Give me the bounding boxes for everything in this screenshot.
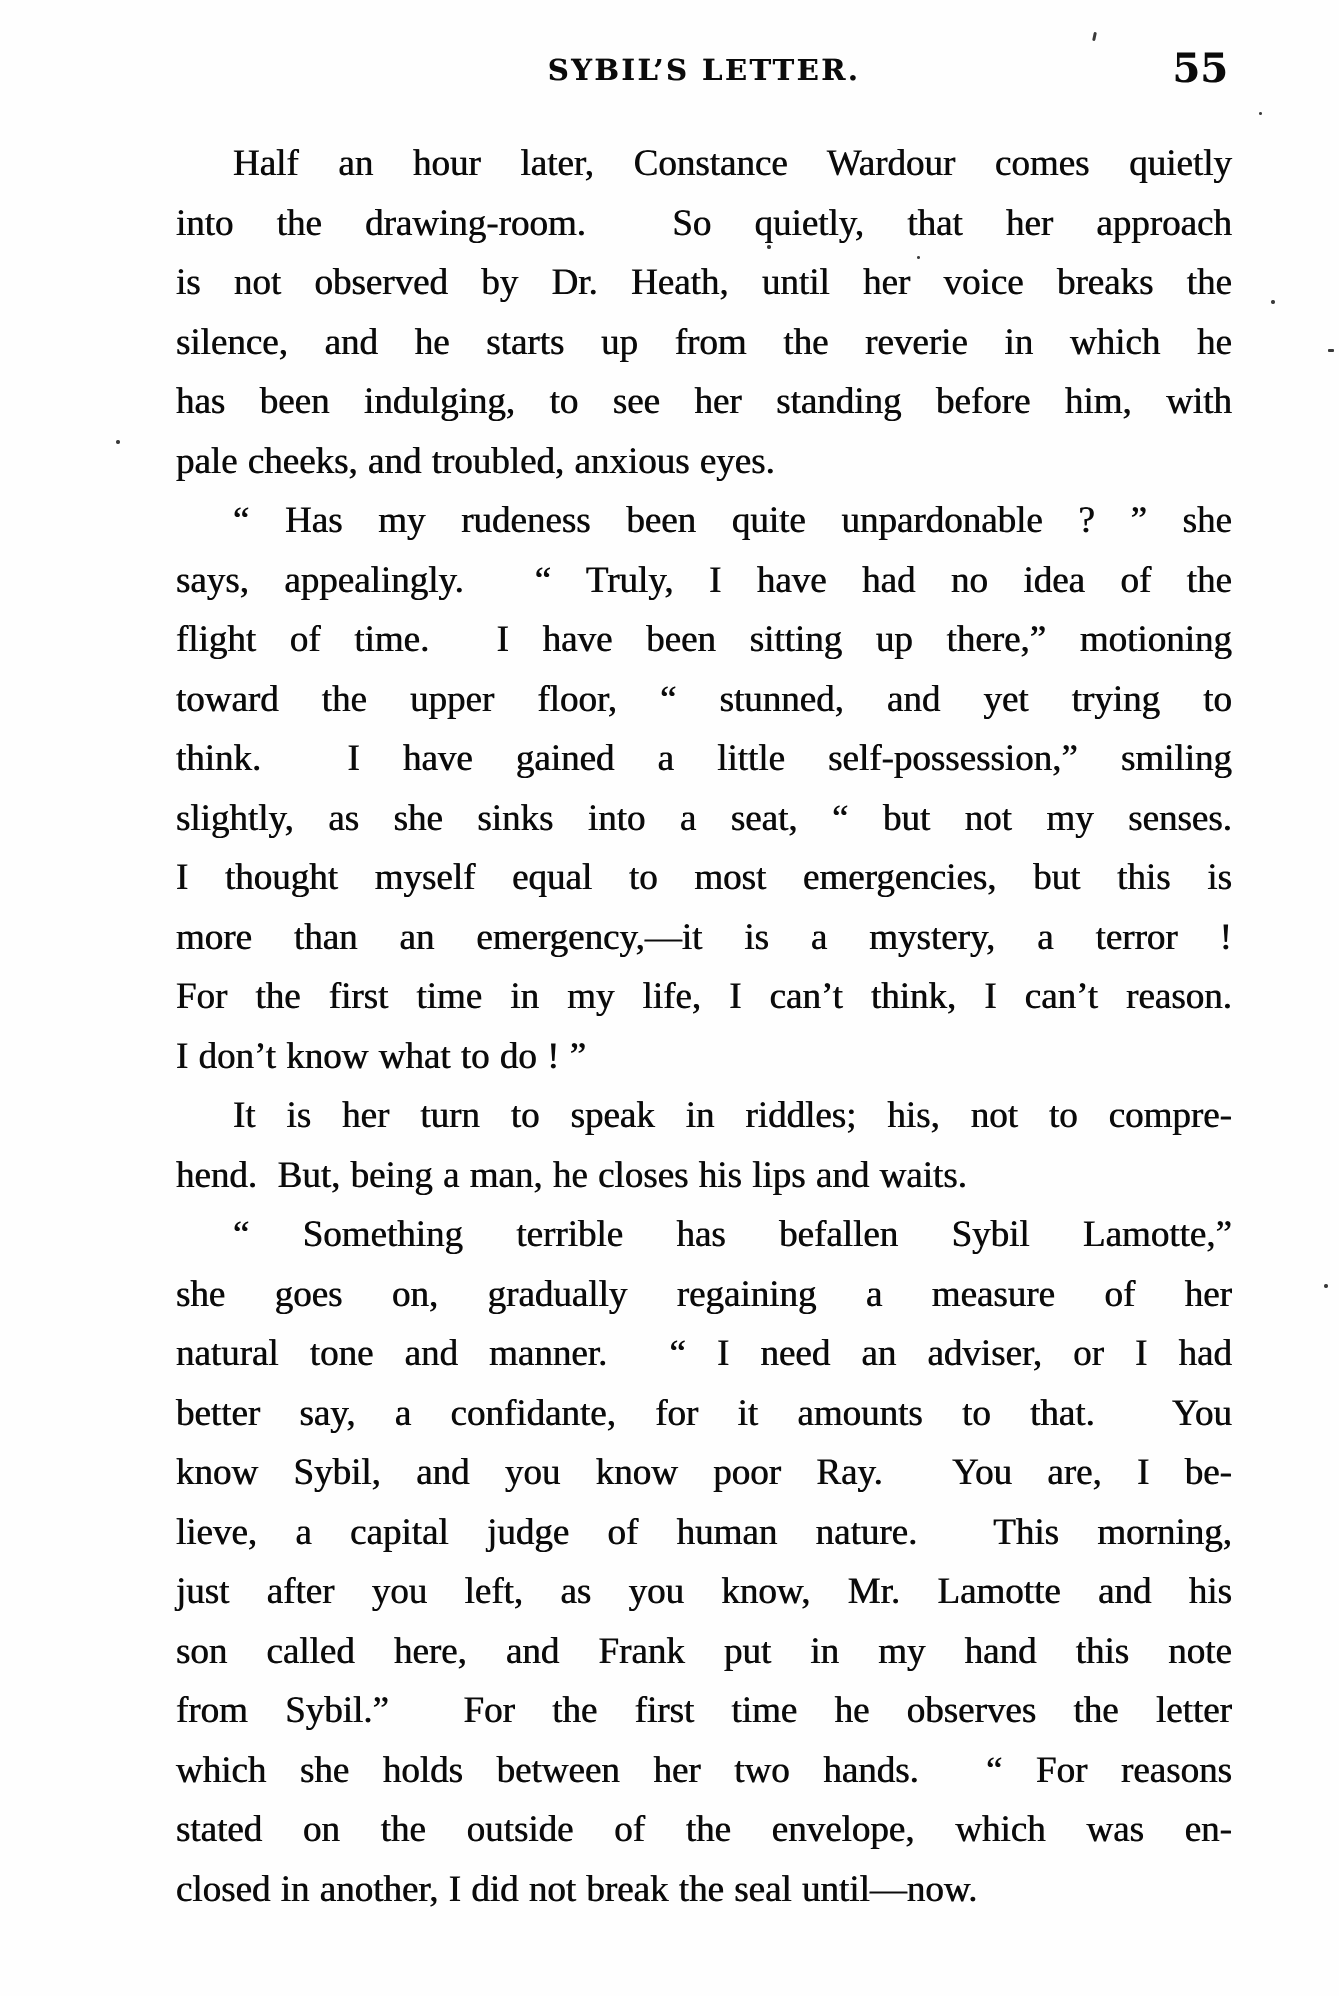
text-line: slightly, as she sinks into a seat, “ but not my senses. [176,797,1232,839]
text-line: I thought myself equal to most emergencies, but this is [176,857,1232,898]
text-line: toward the upper floor, “ stunned, and yet trying to [176,678,1232,720]
text-line: “ Something terrible has befallen Sybil Lamotte,” [233,1214,1232,1255]
text-line: which she holds between her two hands. “ For reasons [176,1749,1232,1791]
text-line: into the drawing-room. So quietly, that her approach [176,202,1232,244]
scan-speck [1271,300,1275,304]
text-line: I don’t know what to do ! ” [176,1035,587,1077]
paragraph [176,1205,1232,1919]
text-line: silence, and he starts up from the reverie in which he [176,321,1232,363]
text-line: she goes on, gradually regaining a measure of her [176,1273,1232,1315]
text-line: just after you left, as you know, Mr. Lamotte and his [176,1571,1232,1612]
text-line: know Sybil, and you know poor Ray. You are, I be- [176,1452,1232,1493]
paragraph [176,134,1232,491]
text-line: stated on the outside of the envelope, which was en- [176,1809,1232,1850]
text-line: son called here, and Frank put in my hand this note [176,1630,1232,1672]
text-line: For the first time in my life, I can’t think, I can’t reason. [176,976,1232,1017]
text-line: from Sybil.” For the first time he observes the letter [176,1690,1232,1731]
text-line: flight of time. I have been sitting up there,” motioning [176,619,1232,660]
text-line: more than an emergency,—it is a mystery, a terror ! [176,916,1232,958]
paragraph [176,491,1232,1086]
text-line: It is her turn to speak in riddles; his, not to compre- [233,1095,1232,1136]
text-line: closed in another, I did not break the seal until—now. [176,1868,978,1910]
text-line: “ Has my rudeness been quite unpardonable ? ” she [233,500,1232,541]
text-line: is not observed by Dr. Heath, until her voice breaks the [176,262,1232,303]
scan-speck [917,256,920,259]
text-line: lieve, a capital judge of human nature. This morning, [176,1511,1232,1553]
text-line: says, appealingly. “ Truly, I have had no idea of the [176,559,1232,601]
text-line: Half an hour later, Constance Wardour comes quietly [233,143,1232,184]
page-header [176,45,1232,94]
text-line: has been indulging, to see her standing before him, with [176,381,1232,422]
text-line: hend. But, being a man, he closes his lips and waits. [176,1154,967,1196]
scan-speck [116,440,120,444]
text-line: better say, a confidante, for it amounts to that. You [176,1392,1232,1434]
page-body [176,134,1232,1919]
text-line: pale cheeks, and troubled, anxious eyes. [176,440,775,482]
scan-speck [1328,349,1334,352]
page-number: 55 [1172,45,1228,92]
running-title: SYBIL’S LETTER. [547,53,861,87]
scan-speck [1259,112,1262,115]
scan-speck [1092,32,1097,41]
scan-speck [1324,1284,1328,1288]
text-line: natural tone and manner. “ I need an adviser, or I had [176,1333,1232,1374]
text-line: think. I have gained a little self-possession,” smiling [176,738,1232,779]
paragraph [176,1086,1232,1205]
scan-speck [767,245,771,249]
